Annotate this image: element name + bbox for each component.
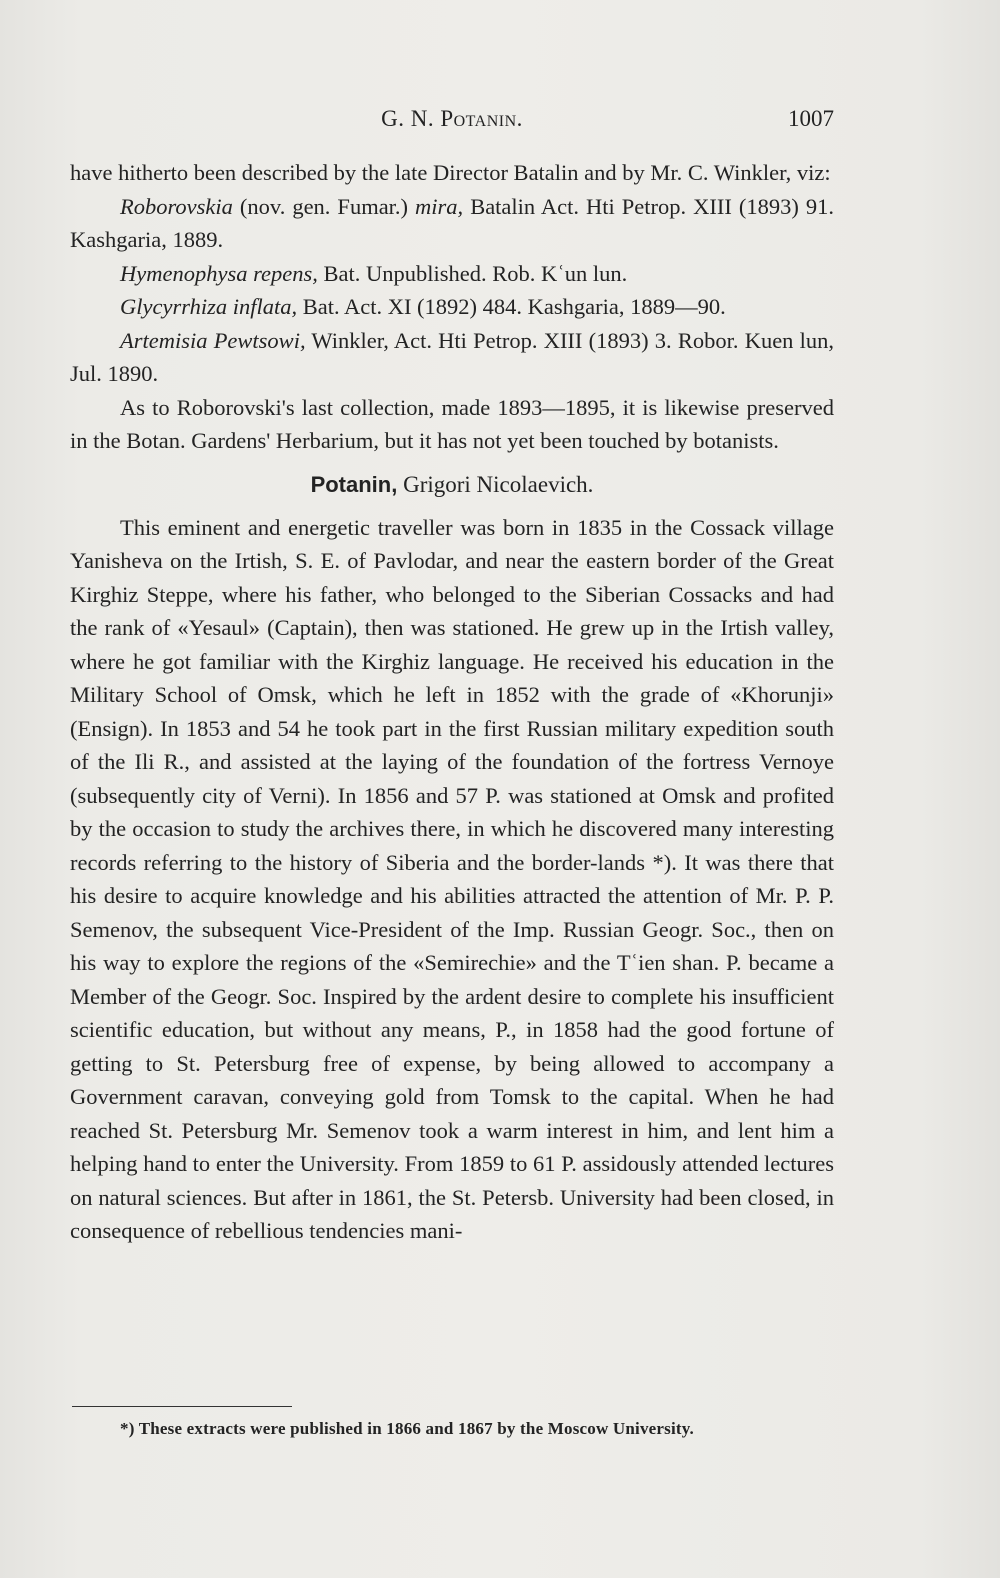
species-entry xyxy=(70,324,834,391)
species-name: Roborovskia xyxy=(120,193,233,219)
species-citation: Bat. Act. XI (1892) 484. Kashgaria, 1889—90. xyxy=(302,294,726,319)
species-epithet: mira, xyxy=(415,193,464,219)
species-note: (nov. gen. Fumar.) xyxy=(239,193,409,219)
section-heading xyxy=(70,468,834,501)
species-entry xyxy=(70,290,834,324)
species-entry xyxy=(70,190,834,257)
species-name: Hymenophysa repens, xyxy=(120,260,318,286)
species-entry xyxy=(70,257,834,291)
species-name: Glycyrrhiza inflata, xyxy=(120,294,298,319)
intro-paragraph: have hitherto been described by the late Director Batalin and by Mr. C. Winkler, viz: xyxy=(70,160,831,185)
species-name: Artemisia Pewtsowi, xyxy=(120,327,306,353)
running-head: G. N. Potanin. xyxy=(381,106,523,131)
section-given-names: Grigori Nicolaevich. xyxy=(403,471,594,497)
species-citation: Winkler, Act. Hti Petrop. XIII (1893) 3. Robor. Kuen lun, Jul. 1890. xyxy=(70,327,835,386)
page-number: 1007 xyxy=(788,106,834,131)
footnote-rule xyxy=(72,1406,292,1407)
footnote: *) These extracts were published in 1866 and 1867 by the Moscow University. xyxy=(120,1419,694,1438)
biography-paragraph: This eminent and energetic traveller was born in 1835 in the Cossack village Yanisheva on the Irtish, S. E. of Pavlodar, and near the eastern border of the Great Kirghiz Steppe, where his father, who belonged to the Siberian Cossacks and had the rank of «Yesaul» (Captain), then was stationed. He grew up in the Irtish valley, where he got familiar with the Kirghiz language. He received his education in the Military School of Omsk, which he left in 1852 with the grade of «Khorunji» (Ensign). In 1853 and 54 he took part in the first Russian military expedition south of the Ili R., and assisted at the laying of the foundation of the fortress Vernoye (subsequently city of Verni). In 1856 and 57 P. was stationed at Omsk and profited by the occasion to study the archives there, in which he discovered many interesting records referring to the history of Siberia and the border-lands *). It was there that his desire to acquire knowledge and his abilities attracted the attention of Mr. P. P. Semenov, the subsequent Vice-President of the Imp. Russian Geogr. Soc., then on his way to explore the regions of the «Semirechie» and the Tʿien shan. P. became a Member of the Geogr. Soc. Inspired by the ardent desire to complete his insufficient scientific education, but without any means, P., in 1858 had the good fortune of getting to St. Petersburg free of expense, by being allowed to accompany a Government caravan, conveying gold from Tomsk to the capital. When he had reached St. Petersburg Mr. Semenov took a warm interest in him, and lent him a helping hand to enter the University. From 1859 to 61 P. assidously attended lectures on natural sciences. But after in 1861, the St. Petersb. University had been closed, in consequence of rebellious tendencies mani- xyxy=(70,514,834,1243)
species-citation: Batalin Act. Hti Petrop. XIII (1893) 91. Kashgaria, 1889. xyxy=(70,193,834,252)
body-text xyxy=(70,156,834,1248)
page-header xyxy=(70,106,834,136)
species-citation: Bat. Unpublished. Rob. Kʿun lun. xyxy=(323,260,628,286)
section-surname: Potanin, xyxy=(310,471,398,497)
roborovski-paragraph: As to Roborovski's last collection, made 1893—1895, it is likewise preserved in the Botan. Gardens' Herbarium, but it has not yet been touched by botanists. xyxy=(70,394,834,453)
